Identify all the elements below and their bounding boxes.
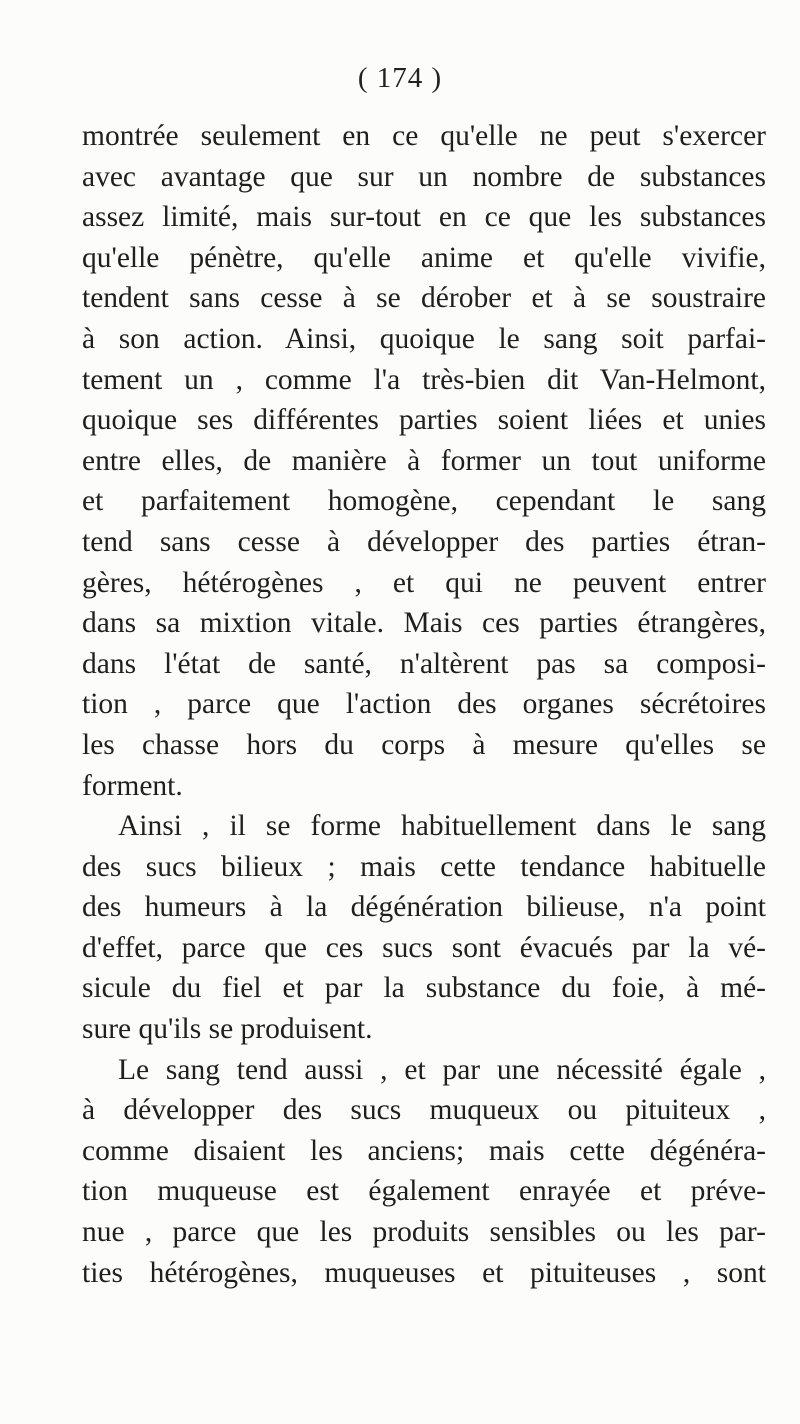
text-line: forment. (82, 769, 183, 802)
text-line: tement un , comme l'a très-bien dit Van-Helmont, (82, 363, 766, 396)
text-line: quoique ses différentes parties soient liées et unies (82, 404, 766, 437)
page-number: ( 174 ) (357, 62, 443, 94)
text-line: qu'elle pénètre, qu'elle anime et qu'elle vivifie, (82, 241, 766, 274)
text-line: avec avantage que sur un nombre de substances (82, 160, 766, 193)
text-line: nue , parce que les produits sensibles ou les par- (82, 1216, 766, 1249)
body-text (82, 116, 766, 1293)
text-line: sicule du fiel et par la substance du foie, à mé- (82, 972, 766, 1005)
text-line: sure qu'ils se produisent. (82, 1013, 373, 1046)
text-line: gères, hétérogènes , et qui ne peuvent entrer (82, 566, 766, 599)
text-line: à développer des sucs muqueux ou pituiteux , (82, 1094, 766, 1127)
text-line: les chasse hors du corps à mesure qu'elles se (82, 728, 766, 761)
text-line: dans sa mixtion vitale. Mais ces parties étrangères, (82, 607, 766, 640)
text-line: ties hétérogènes, muqueuses et pituiteuses , sont (82, 1256, 766, 1289)
text-line: Ainsi , il se forme habituellement dans le sang (118, 810, 766, 843)
text-line: tend sans cesse à développer des parties étran- (82, 525, 766, 558)
text-line: des humeurs à la dégénération bilieuse, n'a point (82, 891, 766, 924)
text-line: tendent sans cesse à se dérober et à se soustraire (82, 282, 766, 315)
text-line: assez limité, mais sur-tout en ce que les substances (82, 201, 766, 234)
text-line: entre elles, de manière à former un tout uniforme (82, 444, 766, 477)
text-line: et parfaitement homogène, cependant le sang (82, 485, 766, 518)
text-line: Le sang tend aussi , et par une nécessité égale , (118, 1053, 766, 1086)
text-line: d'effet, parce que ces sucs sont évacués par la vé- (82, 931, 766, 964)
text-line: à son action. Ainsi, quoique le sang soit parfai- (82, 322, 766, 355)
text-line: tion muqueuse est également enrayée et préve- (82, 1175, 766, 1208)
text-line: montrée seulement en ce qu'elle ne peut s'exercer (82, 120, 766, 152)
text-line: tion , parce que l'action des organes sécrétoires (82, 688, 766, 721)
text-line: comme disaient les anciens; mais cette dégénéra- (82, 1134, 766, 1167)
text-line: des sucs bilieux ; mais cette tendance habituelle (82, 850, 766, 883)
text-line: dans l'état de santé, n'altèrent pas sa composi- (82, 647, 766, 680)
